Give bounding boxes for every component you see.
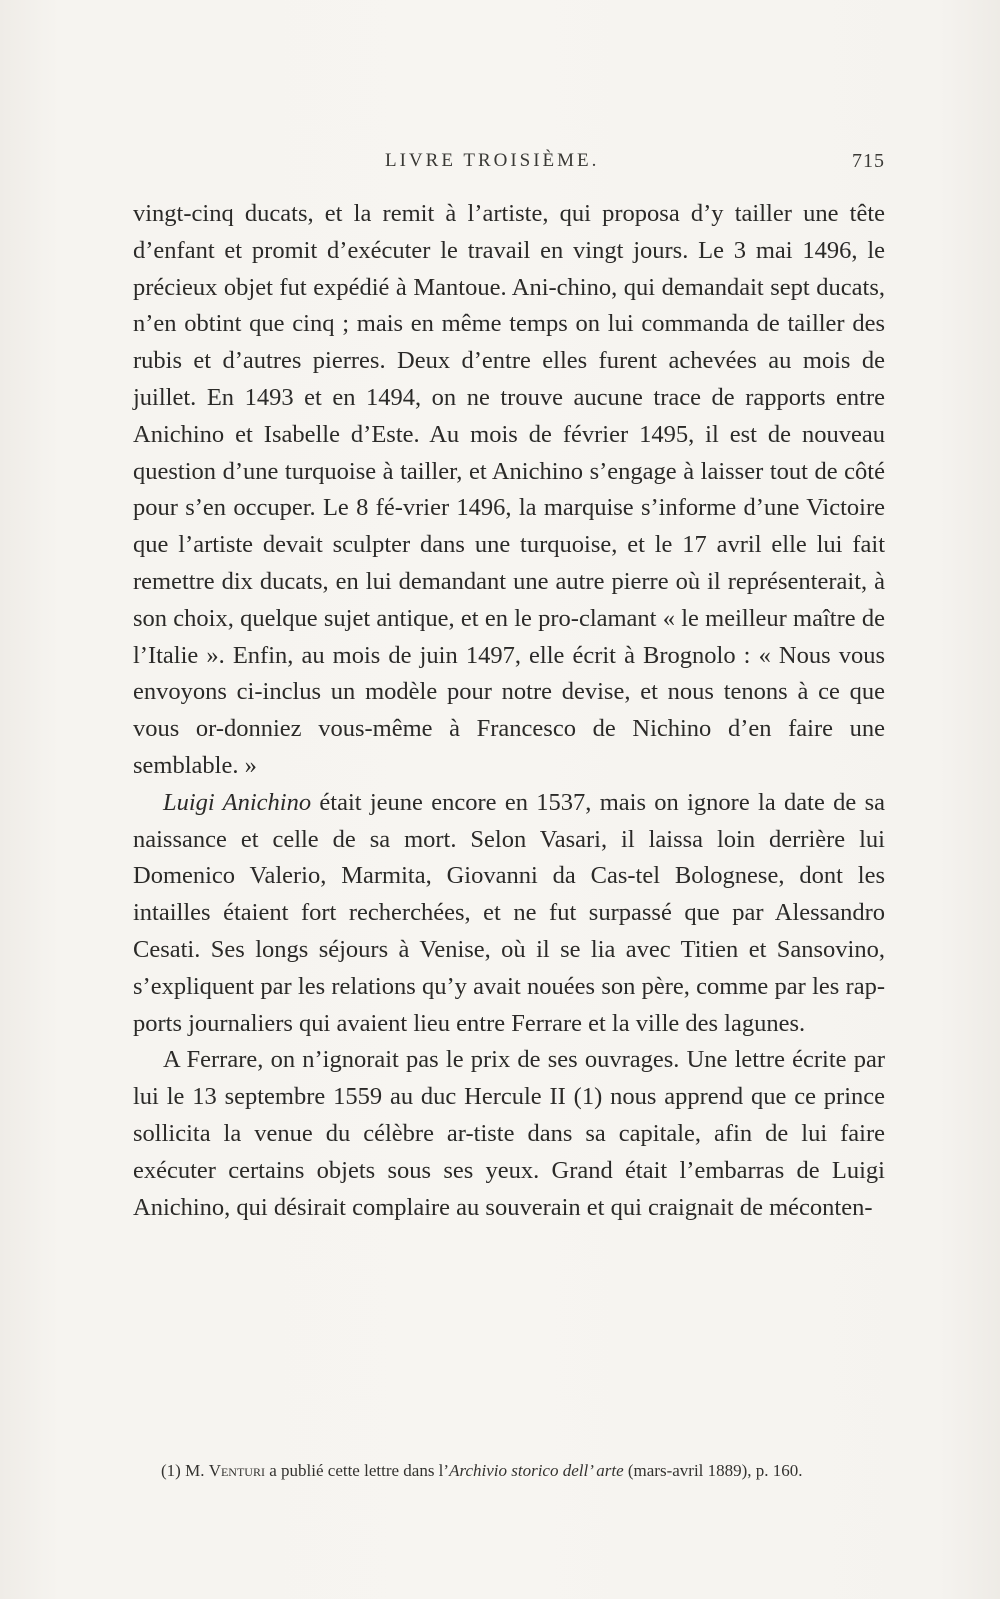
paragraph-2: [133, 785, 885, 1043]
paragraph-1: vingt-cinq ducats, et la remit à l’artiste, qui proposa d’y tailler une tête d’enfant et promit d’exécuter le travail en vingt jours. Le 3 mai 1496, le précieux objet fut expédié à Mantoue. Ani-chino, qui demandait sept ducats, n’en obtint que cinq ; mais en même temps on lui commanda de tailler des rubis et d’autres pierres. Deux d’entre elles furent achevées au mois de juillet. En 1493 et en 1494, on ne trouve aucune trace de rapports entre Anichino et Isabelle d’Este. Au mois de février 1495, il est de nouveau question d’une turquoise à tailler, et Anichino s’engage à laisser tout de côté pour s’en occuper. Le 8 fé-vrier 1496, la marquise s’informe d’une Victoire que l’artiste devait sculpter dans une turquoise, et le 17 avril elle lui fait remettre dix ducats, en lui demandant une autre pierre où il représenterait, à son choix, quelque sujet antique, et en le pro-clamant « le meilleur maître de l’Italie ». Enfin, au mois de juin 1497, elle écrit à Brognolo : « Nous vous envoyons ci-inclus un modèle pour notre devise, et nous tenons à ce que vous or-donniez vous-même à Francesco de Nichino d’en faire une semblable. »: [133, 200, 885, 779]
footnote-journal-title: Archivio storico dell’ arte: [449, 1461, 624, 1480]
paragraph-2-text: était jeune encore en 1537, mais on ignore la date de sa naissance et celle de sa mort. Selon Vasari, il laissa loin derrière lui Domenico Valerio, Marmita, Giovanni da Cas-tel Bolognese, dont les intailles étaient fort recherchées, et ne fut surpassé que par Alessandro Cesati. Ses longs séjours à Venise, où il se lia avec Titien et Sansovino, s’expliquent par les relations qu’y avait nouées son père, comme par les rap-ports journaliers qui avaient lieu entre Ferrare et la ville des lagunes.: [133, 788, 885, 1037]
running-head: [135, 150, 885, 180]
paragraph-3: A Ferrare, on n’ignorait pas le prix de ses ouvrages. Une lettre écrite par lui le 13 septembre 1559 au duc Hercule II (1) nous apprend que ce prince sollicita la venue du célèbre ar-tiste dans sa capitale, afin de lui faire exécuter certains objets sous ses yeux. Grand était l’embarras de Luigi Anichino, qui désirait complaire au souverain et qui craignait de méconten-: [133, 1046, 885, 1221]
footnote: [133, 1457, 885, 1484]
footnote-author-prefix: M.: [180, 1461, 209, 1480]
footnote-text-before: a publié cette lettre dans l’: [264, 1461, 450, 1480]
footnote-text-after: (mars-avril 1889), p. 160.: [623, 1461, 803, 1480]
running-title: LIVRE TROISIÈME.: [385, 150, 600, 171]
body-text: [133, 196, 885, 1226]
footnote-author-name: Venturi: [208, 1461, 265, 1480]
paragraph-2-italic-name: Luigi Anichino: [163, 788, 312, 816]
page-number: 715: [852, 150, 885, 172]
footnote-mark: (1): [161, 1461, 181, 1480]
